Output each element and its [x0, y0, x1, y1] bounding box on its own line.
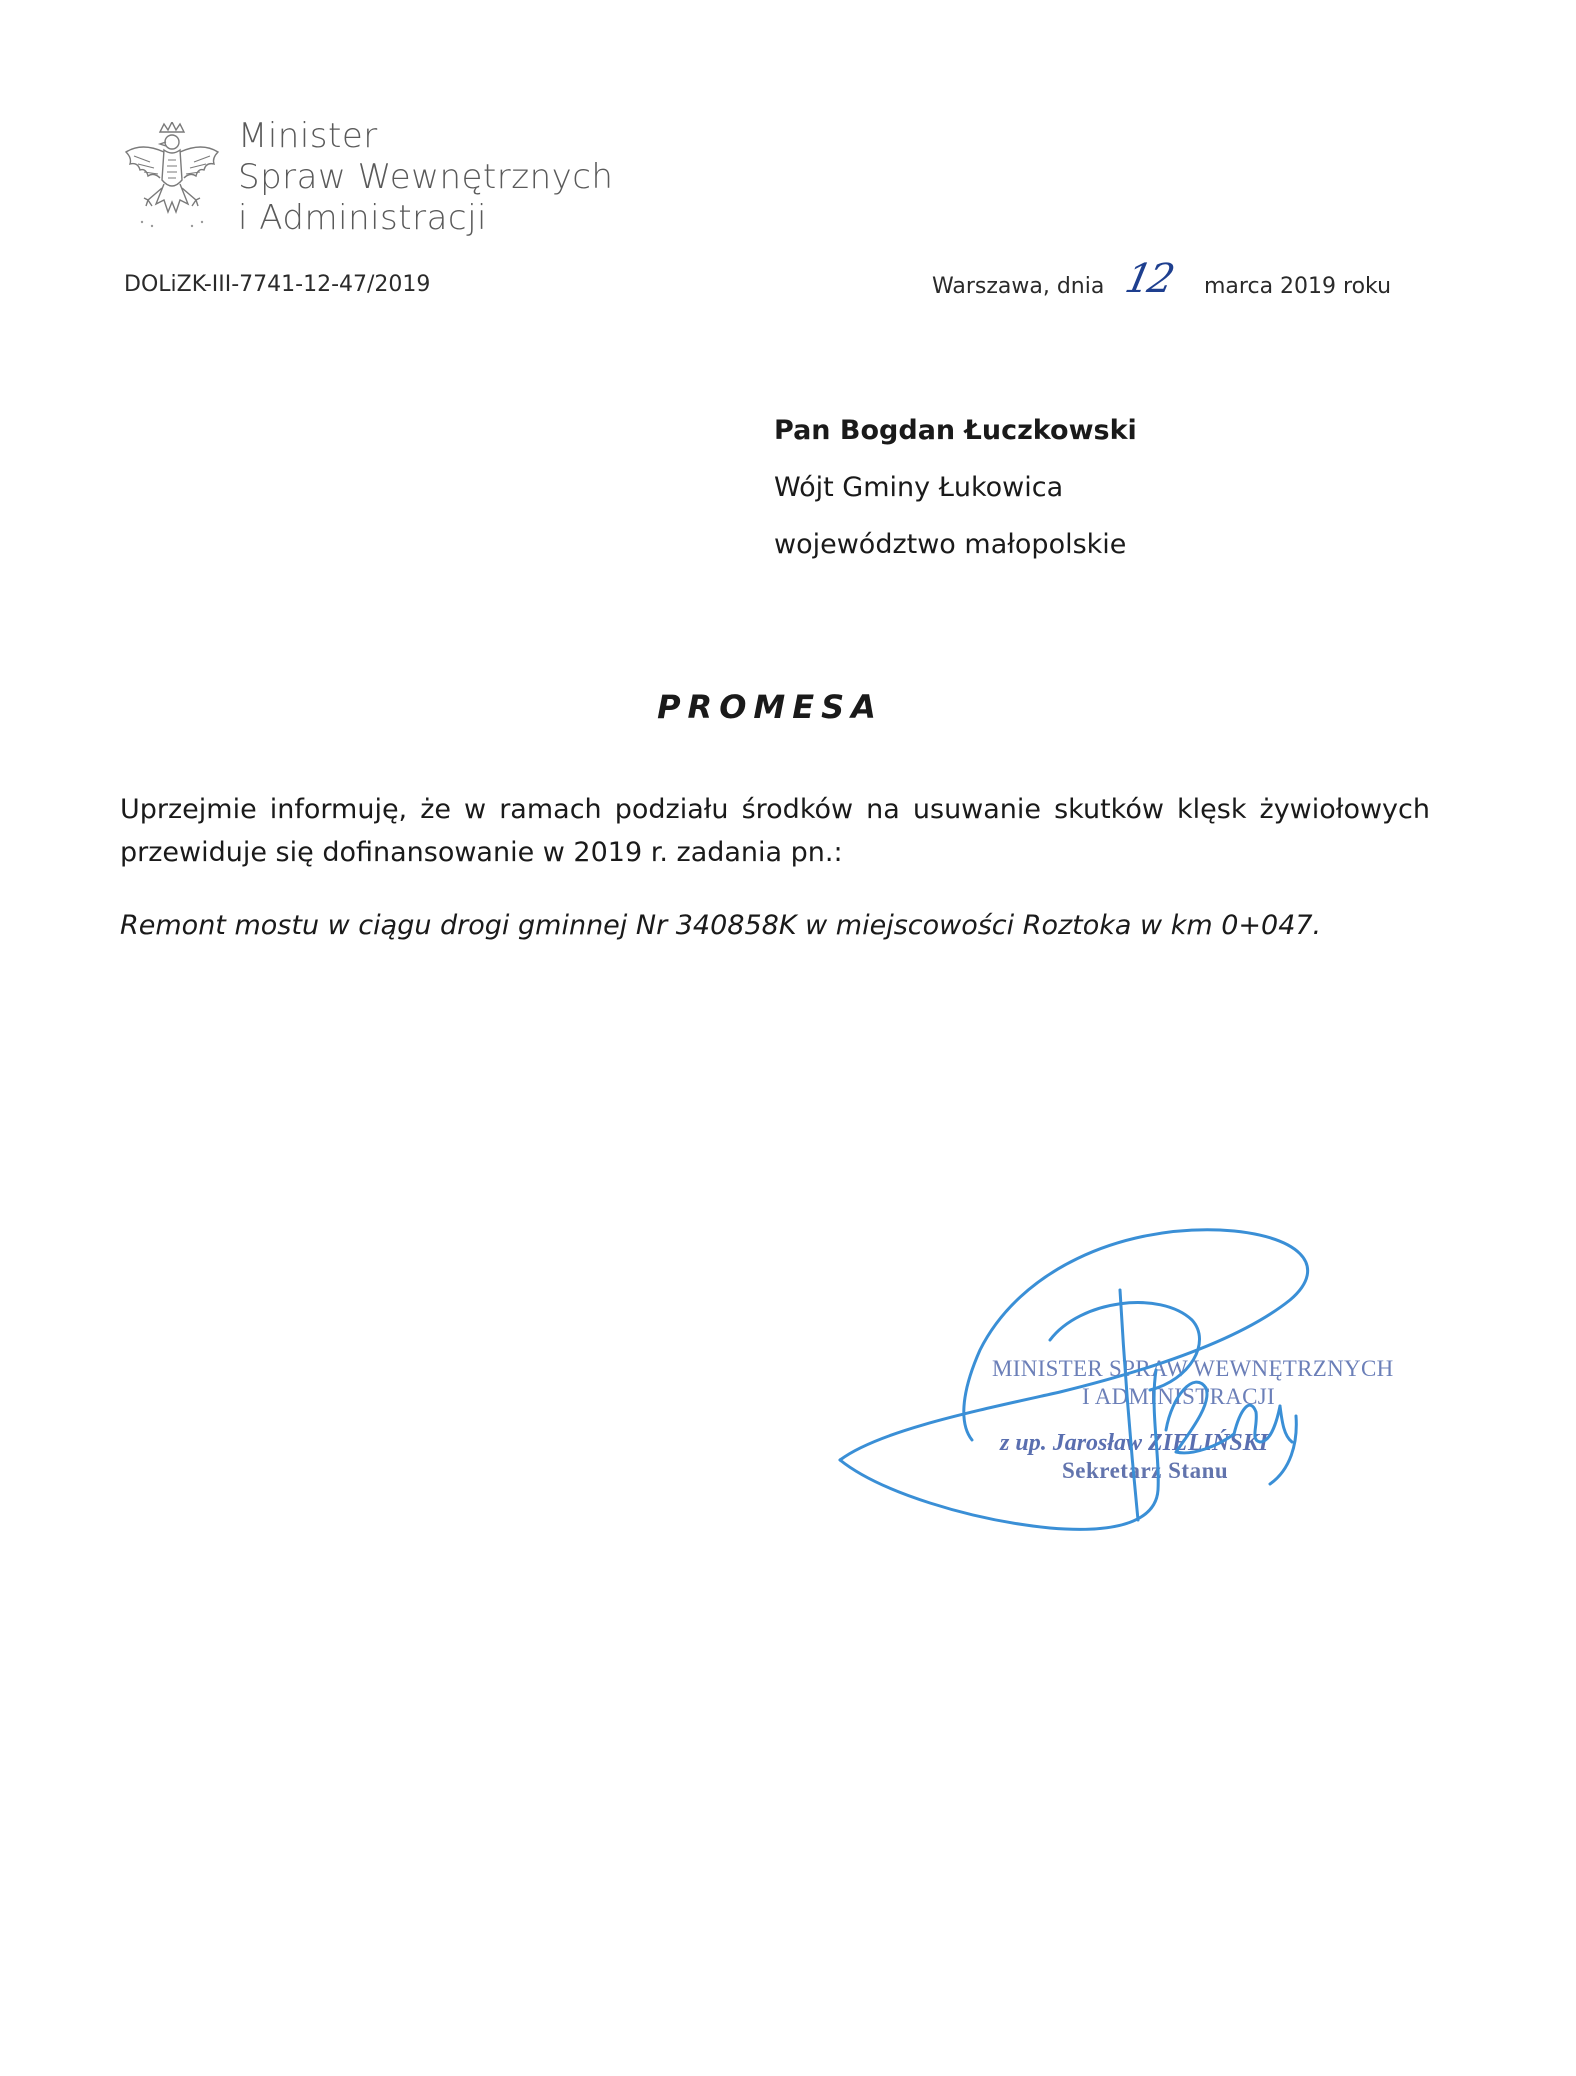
letterhead-line-2: Spraw Wewnętrznych [238, 157, 614, 197]
polish-eagle-emblem-icon [122, 122, 222, 234]
letterhead-line-1: Minister [238, 116, 378, 156]
date-day-handwritten: 12 [1121, 256, 1176, 302]
letterhead-line-3: i Administracji [238, 198, 488, 238]
date-prefix: Warszawa, dnia [932, 274, 1105, 299]
stamp-line-1: MINISTER SPRAW WEWNĘTRZNYCH [992, 1356, 1394, 1381]
letterhead-title [238, 116, 613, 239]
recipient-name: Pan Bogdan Łuczkowski [774, 415, 1137, 446]
recipient-title: Wójt Gminy Łukowica [774, 472, 1064, 503]
recipient-region: województwo małopolskie [774, 529, 1127, 560]
task-description: Remont mostu w ciągu drogi gminnej Nr 340858K w miejscowości Roztoka w km 0+047. [120, 910, 1322, 941]
date-line [932, 256, 1412, 312]
date-suffix: marca 2019 roku [1204, 274, 1392, 299]
stamp-line-3: z up. Jarosław ZIELIŃSKI [1000, 1430, 1269, 1456]
official-stamp [980, 1342, 1394, 1492]
stamp-line-4: Sekretarz Stanu [1062, 1458, 1229, 1483]
reference-number: DOLiZK-III-7741-12-47/2019 [124, 272, 431, 297]
stamp-line-2: I ADMINISTRACJI [1082, 1384, 1275, 1409]
recipient-block [774, 402, 1137, 573]
body-paragraph: Uprzejmie informuję, że w ramach podziału środków na usuwanie skutków klęsk żywiołowych przewiduje się dofinansowanie w 2019 r. zadania pn.: [120, 794, 1430, 868]
document-title: PROMESA [657, 688, 883, 726]
